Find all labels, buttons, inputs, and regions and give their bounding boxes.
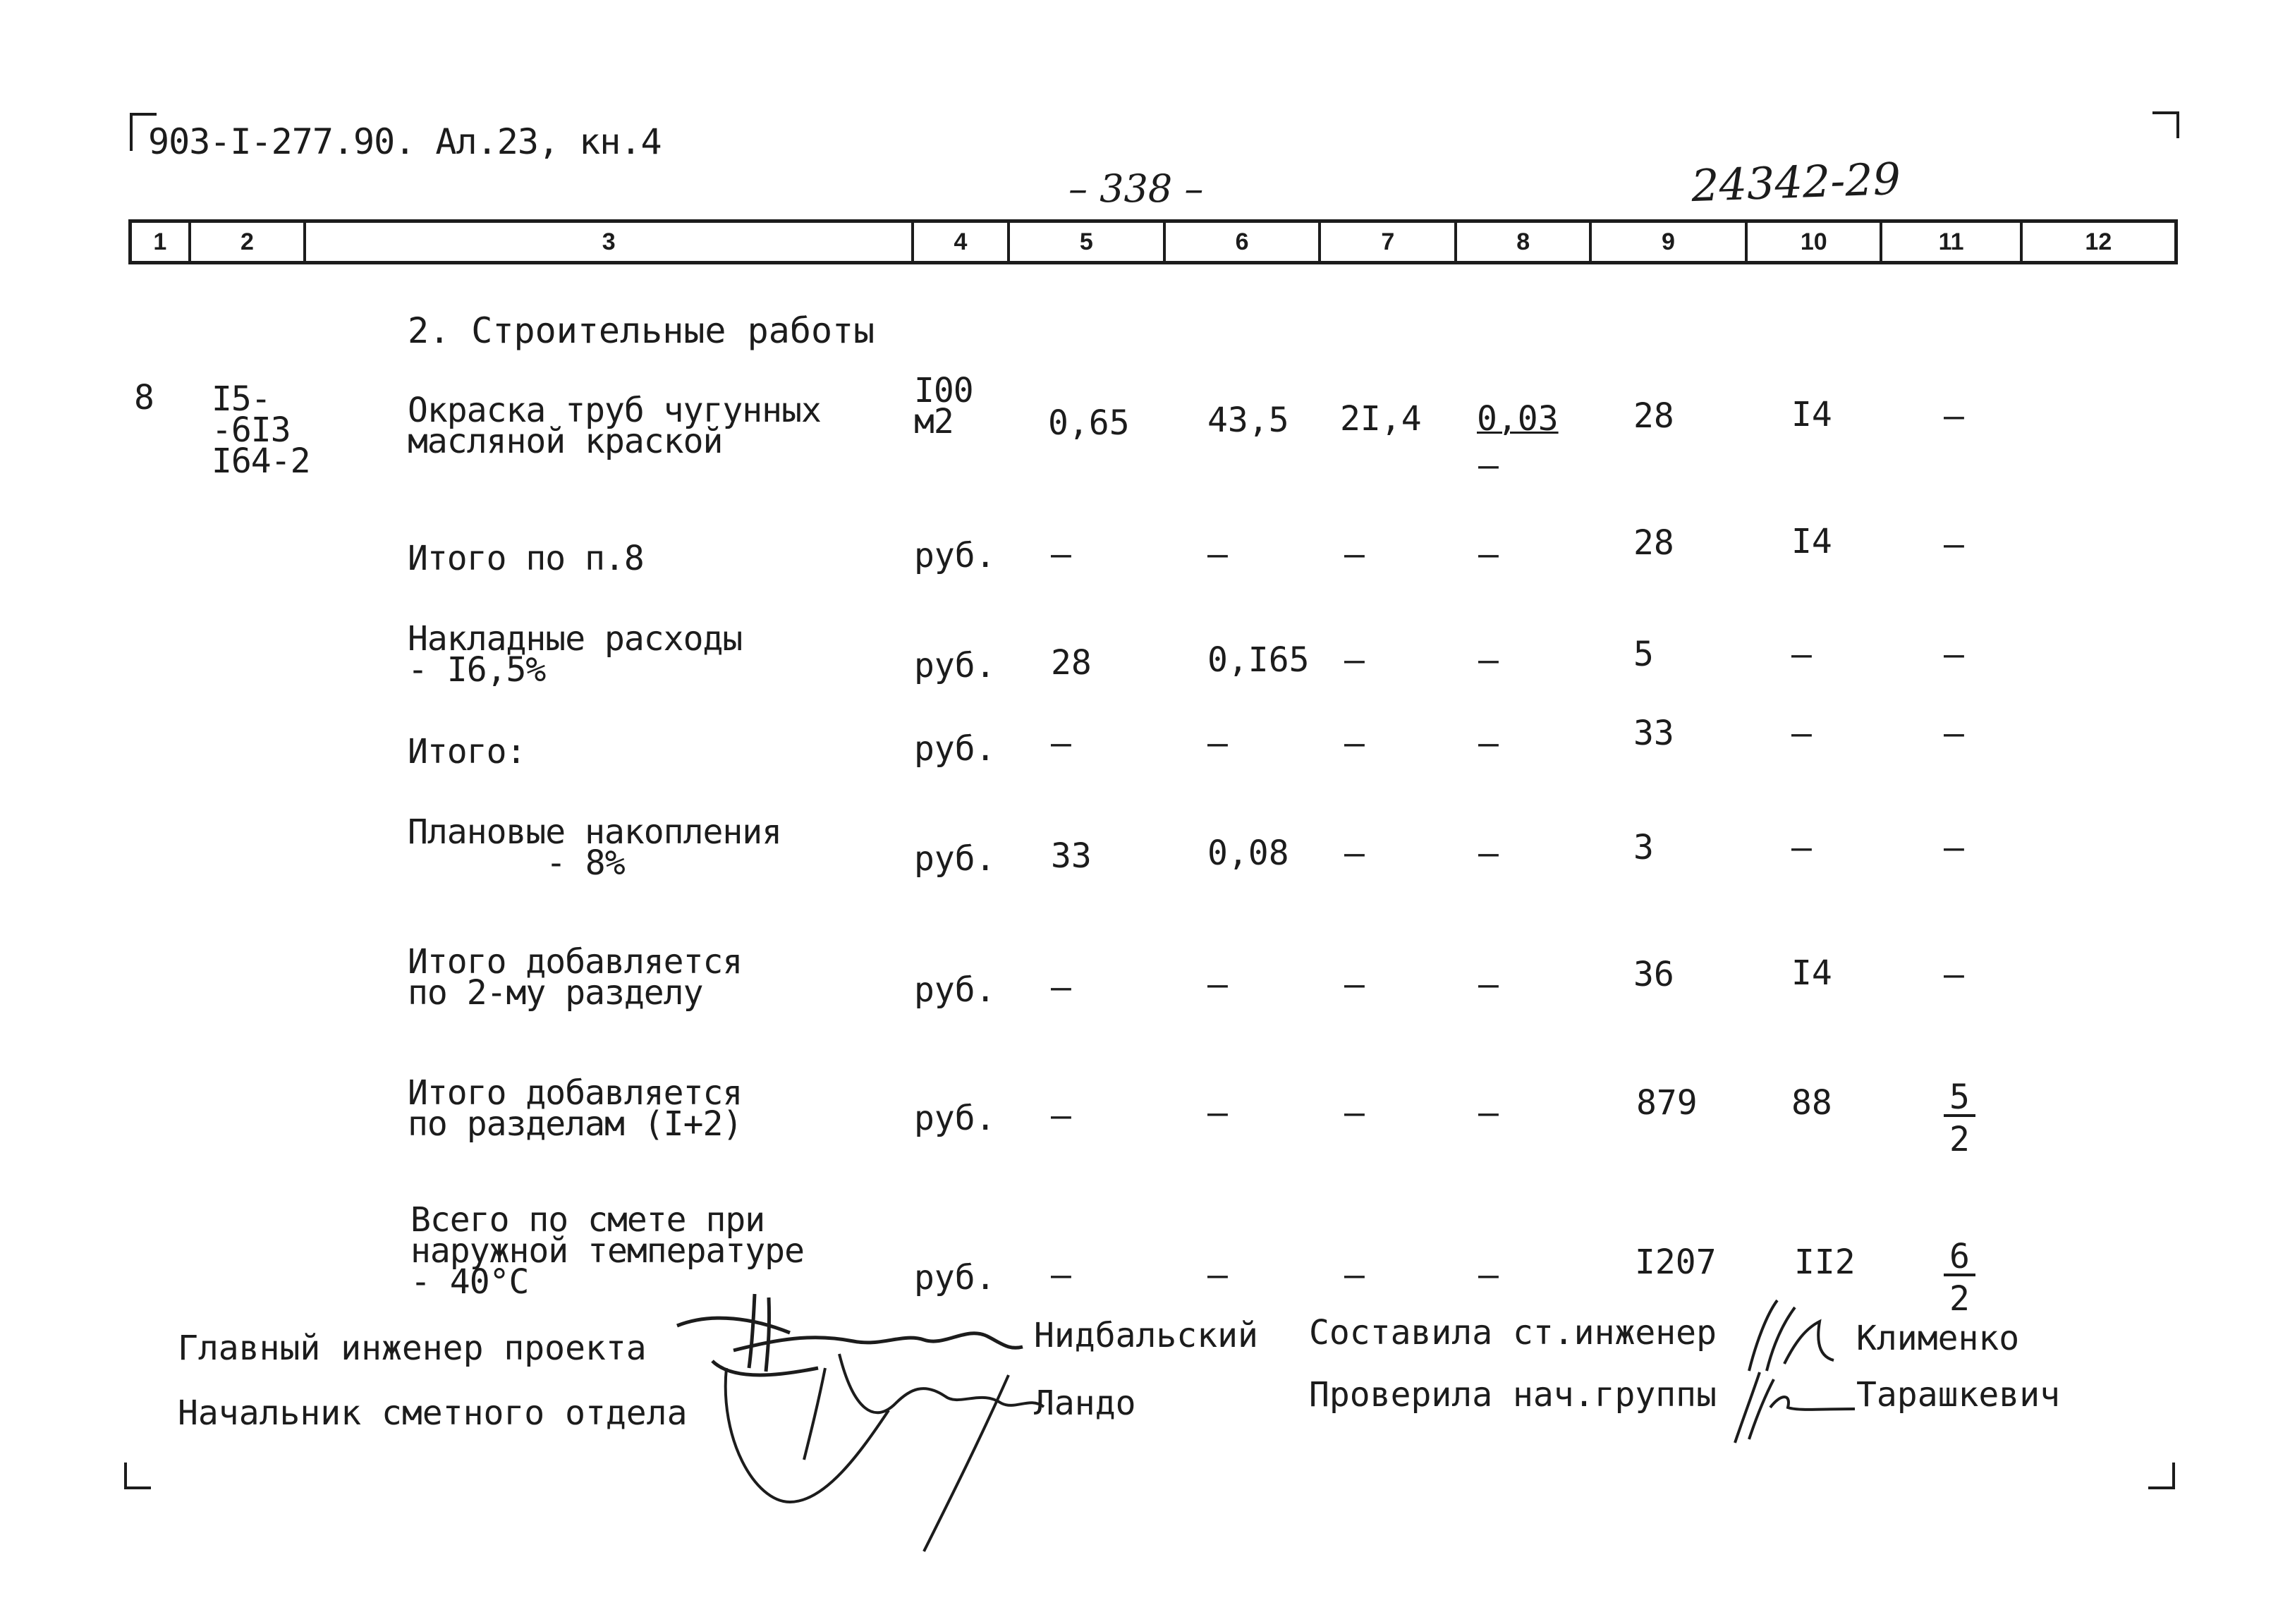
row-description-line: Итого добавляется xyxy=(408,1073,743,1113)
chief-engineer-label: Главный инженер проекта xyxy=(178,1329,647,1368)
item-code-line: I64-2 xyxy=(212,441,310,481)
checked-by-signature xyxy=(1721,1365,1862,1450)
row-col10: – xyxy=(1791,714,1812,753)
row-col10: II2 xyxy=(1794,1243,1856,1282)
item-col8-sub: – xyxy=(1478,446,1499,485)
row-description-line: - I6,5% xyxy=(408,650,546,690)
row-col7: – xyxy=(1344,724,1365,763)
row-description xyxy=(408,942,743,1013)
column-number: 10 xyxy=(1748,223,1882,261)
row-unit: руб. xyxy=(914,646,996,685)
row-col8: – xyxy=(1478,834,1499,873)
row-col10: I4 xyxy=(1791,522,1832,561)
row-col5: – xyxy=(1051,724,1071,763)
item-code xyxy=(212,379,310,481)
row-col6: – xyxy=(1207,724,1228,763)
item-description-line: масляной краской xyxy=(408,422,723,461)
item-unit-line: I00 xyxy=(914,371,973,410)
row-col5: – xyxy=(1051,1096,1071,1135)
column-number: 11 xyxy=(1882,223,2022,261)
document-number: 24342-29 xyxy=(1690,152,1902,212)
fraction-denominator: 2 xyxy=(1949,1279,1970,1319)
item-col9: 28 xyxy=(1633,396,1674,436)
column-number: 1 xyxy=(132,223,191,261)
row-description-line: Всего по смете при xyxy=(410,1200,765,1240)
column-number: 2 xyxy=(191,223,306,261)
row-col5: – xyxy=(1051,1255,1071,1295)
row-unit: руб. xyxy=(914,1258,996,1298)
column-number: 3 xyxy=(306,223,914,261)
compiled-by-name: Клименко xyxy=(1856,1319,2020,1358)
item-unit xyxy=(914,371,973,441)
row-col5: – xyxy=(1051,967,1071,1007)
row-col8: – xyxy=(1478,724,1499,763)
item-col8: 0,03 xyxy=(1477,399,1559,439)
row-col6: – xyxy=(1207,965,1228,1004)
row-col7: – xyxy=(1344,965,1365,1004)
row-description-line: наружной температуре xyxy=(410,1231,804,1271)
row-col8: – xyxy=(1478,1093,1499,1132)
chief-engineer-name: Нидбальский xyxy=(1034,1316,1258,1355)
corner-mark-top-right xyxy=(2152,111,2179,138)
row-col10: – xyxy=(1791,635,1812,674)
row-description xyxy=(408,812,782,883)
row-col11: – xyxy=(1944,955,1964,994)
row-description-line: по 2-му разделу xyxy=(408,973,703,1013)
row-col10: – xyxy=(1791,828,1812,867)
checked-by-name: Тарашкевич xyxy=(1856,1375,2060,1415)
row-col11: – xyxy=(1944,525,1964,564)
checked-by-label: Проверила нач.группы xyxy=(1309,1375,1717,1415)
estimate-head-signature xyxy=(712,1326,1079,1558)
row-col9: 36 xyxy=(1633,955,1674,994)
item-number: 8 xyxy=(134,378,154,417)
row-col9: I207 xyxy=(1635,1243,1717,1282)
row-col6: – xyxy=(1207,1093,1228,1132)
page-number: – 338 – xyxy=(1068,166,1204,211)
row-col6: – xyxy=(1207,535,1228,574)
column-number: 5 xyxy=(1010,223,1166,261)
row-col5: – xyxy=(1051,535,1071,574)
fraction-numerator: 6 xyxy=(1944,1240,1975,1276)
column-number: 9 xyxy=(1592,223,1748,261)
corner-mark-bottom-left xyxy=(124,1463,151,1489)
row-col11: – xyxy=(1944,828,1964,867)
row-col9: 33 xyxy=(1633,714,1674,753)
row-col8: – xyxy=(1478,640,1499,680)
row-unit: руб. xyxy=(914,970,996,1010)
column-number: 6 xyxy=(1166,223,1321,261)
item-col6: 43,5 xyxy=(1207,401,1289,440)
row-col10: I4 xyxy=(1791,953,1832,993)
compiled-by-label: Составила ст.инженер xyxy=(1309,1313,1717,1353)
row-col10: 88 xyxy=(1791,1083,1832,1123)
row-description xyxy=(408,732,526,771)
item-unit-line: м2 xyxy=(914,402,954,441)
item-description xyxy=(408,391,821,461)
column-number: 8 xyxy=(1457,223,1591,261)
item-code-line: -6I3 xyxy=(212,410,291,450)
estimate-head-label: Начальник сметного отдела xyxy=(178,1393,688,1433)
row-col9: 5 xyxy=(1633,635,1654,674)
row-description-line: - 40°С xyxy=(410,1262,529,1302)
row-description xyxy=(408,539,644,578)
row-description-line: Накладные расходы xyxy=(408,619,743,659)
document-code: 903-I-277.90. Ал.23, кн.4 xyxy=(148,121,662,162)
row-description-line: Итого: xyxy=(408,732,526,771)
row-col5: 28 xyxy=(1051,643,1092,683)
row-description xyxy=(408,1073,743,1144)
row-col9: 28 xyxy=(1633,523,1674,563)
item-col10: I4 xyxy=(1791,395,1832,434)
column-number: 4 xyxy=(914,223,1010,261)
fraction-denominator: 2 xyxy=(1949,1120,1970,1159)
row-col8: – xyxy=(1478,965,1499,1004)
corner-mark-bottom-right xyxy=(2148,1463,2175,1489)
row-col6: 0,I65 xyxy=(1207,640,1310,680)
section-title: 2. Строительные работы xyxy=(408,310,875,351)
row-unit: руб. xyxy=(914,536,996,575)
row-unit: руб. xyxy=(914,729,996,769)
row-unit: руб. xyxy=(914,839,996,879)
row-col9: 879 xyxy=(1636,1083,1698,1123)
row-col11: – xyxy=(1944,635,1964,674)
row-col6: 0,08 xyxy=(1207,834,1289,873)
row-description-line: - 8% xyxy=(546,843,625,883)
row-description xyxy=(408,619,743,690)
item-col11: – xyxy=(1944,396,1964,436)
row-description-line: Плановые накопления xyxy=(408,812,782,852)
row-col11-fraction xyxy=(1944,1237,1975,1319)
estimate-head-name: Ландо xyxy=(1034,1384,1136,1423)
column-number: 7 xyxy=(1321,223,1457,261)
item-description-line: Окраска труб чугунных xyxy=(408,391,821,430)
row-description-line: Итого по п.8 xyxy=(408,539,644,578)
row-col7: – xyxy=(1344,535,1365,574)
row-col6: – xyxy=(1207,1255,1228,1295)
item-col5: 0,65 xyxy=(1048,403,1130,443)
row-unit: руб. xyxy=(914,1099,996,1138)
row-col7: – xyxy=(1344,1255,1365,1295)
row-col11: – xyxy=(1944,714,1964,753)
column-number: 12 xyxy=(2085,228,2112,255)
row-col5: 33 xyxy=(1051,836,1092,876)
item-col7: 2I,4 xyxy=(1340,399,1422,439)
fraction-numerator: 5 xyxy=(1944,1080,1975,1117)
row-description-line: Итого добавляется xyxy=(408,942,743,982)
row-col7: – xyxy=(1344,1093,1365,1132)
item-code-line: I5- xyxy=(212,379,271,419)
row-description-line: по разделам (I+2) xyxy=(408,1104,743,1144)
row-col9: 3 xyxy=(1633,828,1654,867)
row-col8: – xyxy=(1478,1255,1499,1295)
row-col8: – xyxy=(1478,535,1499,574)
row-col7: – xyxy=(1344,834,1365,873)
column-number-row xyxy=(128,219,2178,264)
row-col11-fraction xyxy=(1944,1077,1975,1159)
row-col7: – xyxy=(1344,640,1365,680)
